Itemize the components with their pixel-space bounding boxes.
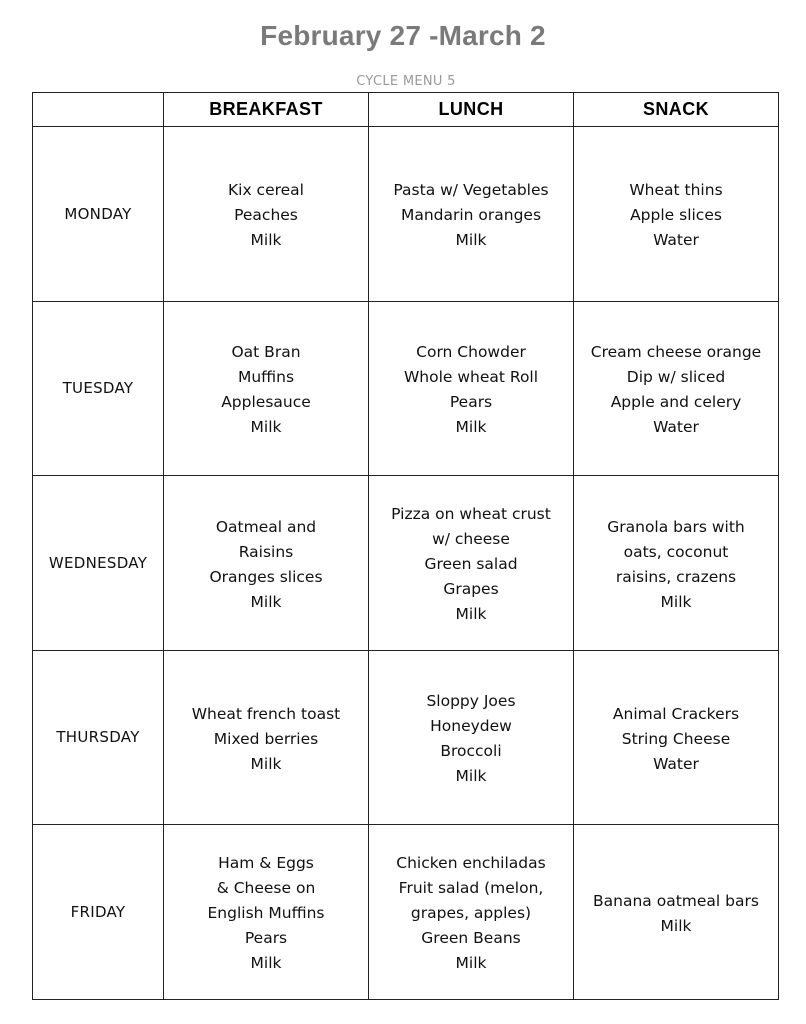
lunch-item-list bbox=[369, 336, 573, 440]
corner-cell bbox=[33, 93, 164, 127]
menu-item: Mandarin oranges bbox=[400, 206, 542, 225]
menu-item: Muffins bbox=[237, 368, 295, 387]
menu-item: Dip w/ sliced bbox=[626, 368, 726, 387]
menu-subtitle: CYCLE MENU 5 bbox=[356, 74, 456, 89]
menu-item: Milk bbox=[660, 916, 692, 935]
day-label: THURSDAY bbox=[33, 650, 164, 825]
menu-item: Water bbox=[653, 231, 699, 250]
menu-item: Milk bbox=[250, 231, 282, 250]
breakfast-cell bbox=[164, 476, 369, 651]
breakfast-cell bbox=[164, 650, 369, 825]
menu-item: raisins, crazens bbox=[615, 567, 737, 586]
menu-item: Broccoli bbox=[440, 742, 502, 761]
menu-item: Milk bbox=[455, 605, 487, 624]
menu-item: Green Beans bbox=[421, 929, 521, 948]
breakfast-item-list bbox=[164, 511, 368, 615]
menu-item: grapes, apples) bbox=[410, 904, 532, 923]
lunch-cell bbox=[369, 650, 574, 825]
menu-item: Wheat french toast bbox=[191, 704, 341, 723]
breakfast-item-list bbox=[164, 174, 368, 253]
snack-item-list bbox=[574, 336, 778, 440]
menu-item: Corn Chowder bbox=[416, 343, 526, 362]
menu-item: Wheat thins bbox=[629, 181, 723, 200]
menu-item: Pears bbox=[244, 929, 288, 948]
menu-item: Peaches bbox=[234, 206, 298, 225]
lunch-cell bbox=[369, 476, 574, 651]
lunch-cell bbox=[369, 127, 574, 302]
day-row-tuesday bbox=[33, 301, 779, 476]
menu-item: Milk bbox=[250, 592, 282, 611]
lunch-item-list bbox=[369, 685, 573, 789]
menu-item: Milk bbox=[660, 592, 692, 611]
menu-item: Banana oatmeal bars bbox=[593, 891, 759, 910]
menu-item: Milk bbox=[455, 231, 487, 250]
column-header-snack: SNACK bbox=[574, 93, 779, 127]
page-title: February 27 -March 2 bbox=[260, 20, 546, 51]
day-label: WEDNESDAY bbox=[33, 476, 164, 651]
menu-item: Honeydew bbox=[430, 717, 512, 736]
menu-item: Granola bars with bbox=[607, 517, 745, 536]
day-row-thursday bbox=[33, 650, 779, 825]
menu-item: English Muffins bbox=[207, 904, 325, 923]
breakfast-cell bbox=[164, 825, 369, 1000]
menu-item: Milk bbox=[250, 754, 282, 773]
menu-item: Green salad bbox=[424, 555, 518, 574]
column-header-breakfast: BREAKFAST bbox=[164, 93, 369, 127]
menu-item: Pasta w/ Vegetables bbox=[393, 181, 549, 200]
menu-item: Animal Crackers bbox=[612, 704, 740, 723]
menu-item: Milk bbox=[250, 418, 282, 437]
breakfast-cell bbox=[164, 301, 369, 476]
breakfast-item-list bbox=[164, 698, 368, 777]
menu-item: Oatmeal and bbox=[215, 517, 317, 536]
column-header-lunch: LUNCH bbox=[369, 93, 574, 127]
lunch-item-list bbox=[369, 498, 573, 627]
lunch-cell bbox=[369, 301, 574, 476]
menu-item: Milk bbox=[455, 954, 487, 973]
snack-cell bbox=[574, 825, 779, 1000]
menu-item: Pears bbox=[449, 393, 493, 412]
lunch-item-list bbox=[369, 174, 573, 253]
snack-cell bbox=[574, 301, 779, 476]
menu-item: Sloppy Joes bbox=[426, 692, 516, 711]
menu-item: Ham & Eggs bbox=[218, 854, 314, 873]
menu-item: Fruit salad (melon, bbox=[398, 879, 544, 898]
menu-item: Cream cheese orange bbox=[590, 343, 762, 362]
menu-item: Milk bbox=[455, 767, 487, 786]
menu-item: Milk bbox=[250, 954, 282, 973]
day-row-monday bbox=[33, 127, 779, 302]
menu-item: Oranges slices bbox=[209, 567, 323, 586]
menu-table bbox=[32, 92, 779, 1000]
menu-item: Grapes bbox=[443, 580, 499, 599]
snack-item-list bbox=[574, 698, 778, 777]
breakfast-item-list bbox=[164, 336, 368, 440]
menu-item: Apple slices bbox=[630, 206, 722, 225]
menu-item: w/ cheese bbox=[432, 530, 510, 549]
snack-item-list bbox=[574, 174, 778, 253]
snack-cell bbox=[574, 127, 779, 302]
menu-item: String Cheese bbox=[621, 729, 731, 748]
menu-item: Milk bbox=[455, 418, 487, 437]
menu-item: & Cheese on bbox=[216, 879, 316, 898]
menu-item: Oat Bran bbox=[231, 343, 301, 362]
menu-item: Pizza on wheat crust bbox=[391, 505, 551, 524]
menu-item: Water bbox=[653, 754, 699, 773]
breakfast-item-list bbox=[164, 847, 368, 976]
menu-item: Chicken enchiladas bbox=[396, 854, 546, 873]
day-label: MONDAY bbox=[33, 127, 164, 302]
day-row-friday bbox=[33, 825, 779, 1000]
snack-item-list bbox=[574, 885, 778, 939]
snack-item-list bbox=[574, 511, 778, 615]
day-row-wednesday bbox=[33, 476, 779, 651]
menu-item: Mixed berries bbox=[213, 729, 319, 748]
lunch-cell bbox=[369, 825, 574, 1000]
menu-item: oats, coconut bbox=[623, 542, 729, 561]
menu-item: Kix cereal bbox=[227, 181, 304, 200]
lunch-item-list bbox=[369, 847, 573, 976]
menu-item: Whole wheat Roll bbox=[403, 368, 539, 387]
menu-item: Applesauce bbox=[221, 393, 311, 412]
day-label: TUESDAY bbox=[33, 301, 164, 476]
menu-item: Water bbox=[653, 418, 699, 437]
snack-cell bbox=[574, 476, 779, 651]
snack-cell bbox=[574, 650, 779, 825]
menu-table-body bbox=[33, 93, 779, 1000]
menu-item: Raisins bbox=[238, 542, 294, 561]
header-row bbox=[33, 93, 779, 127]
breakfast-cell bbox=[164, 127, 369, 302]
menu-item: Apple and celery bbox=[610, 393, 742, 412]
day-label: FRIDAY bbox=[33, 825, 164, 1000]
